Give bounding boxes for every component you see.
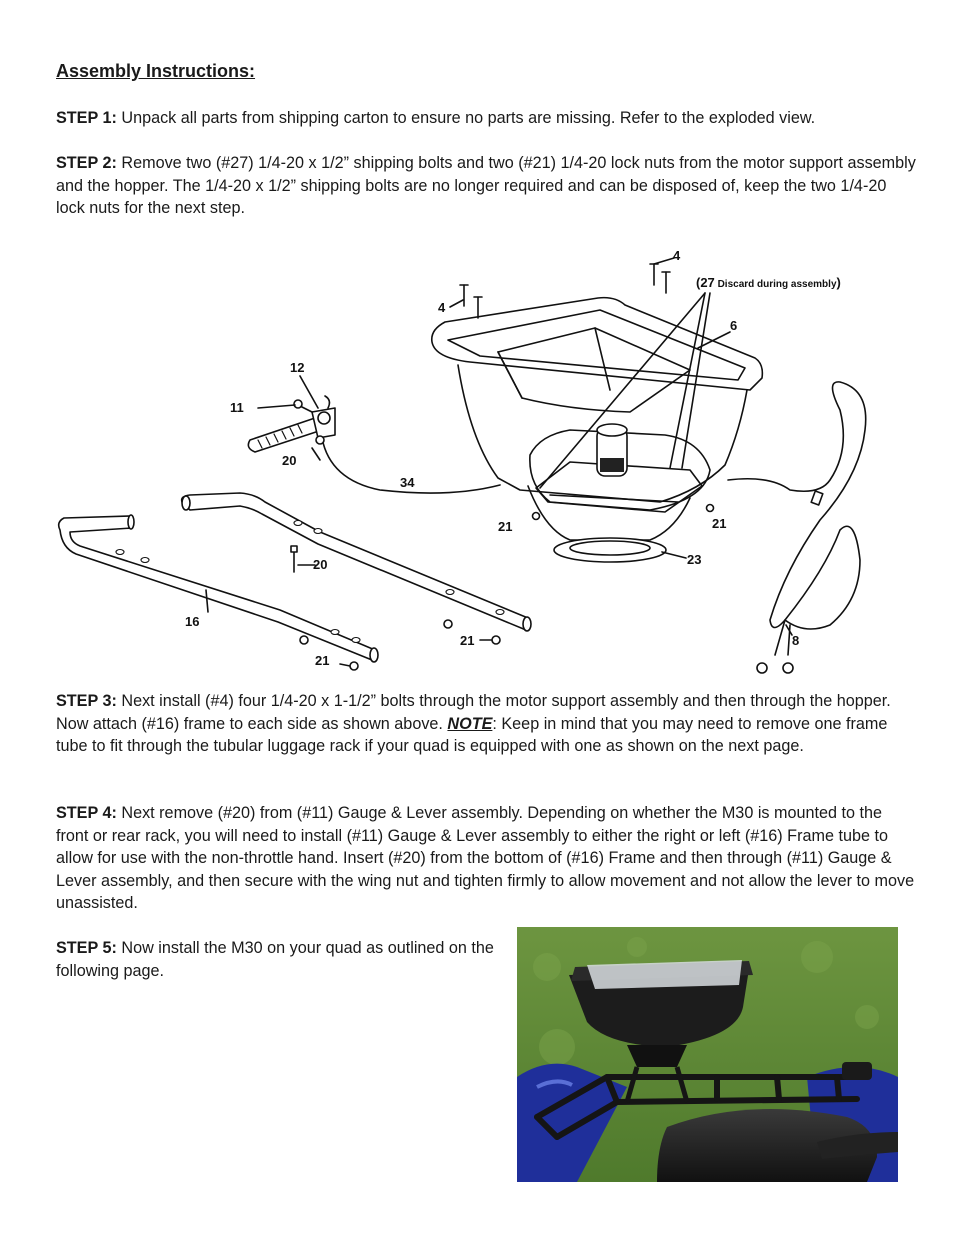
exploded-view-diagram bbox=[50, 240, 930, 680]
step-3-label: STEP 3: bbox=[56, 692, 117, 710]
callout-6: 6 bbox=[730, 318, 738, 333]
bolts-4-left bbox=[450, 285, 482, 318]
callout-8: 8 bbox=[792, 633, 800, 648]
callout-27-close: ) bbox=[836, 275, 841, 290]
callout-20-lower: 20 bbox=[313, 557, 328, 572]
hopper-funnel bbox=[528, 486, 690, 540]
quad-mounted-photo bbox=[517, 927, 898, 1182]
frame-tube-right bbox=[182, 493, 528, 630]
callout-34: 34 bbox=[400, 475, 415, 490]
callout-21-mid: 21 bbox=[460, 633, 475, 648]
step-3-note: NOTE bbox=[447, 714, 493, 733]
wiring-harness bbox=[728, 382, 866, 629]
step-5-text: Now install the M30 on your quad as outlined on the following page. bbox=[56, 939, 494, 980]
callout-12: 12 bbox=[290, 360, 305, 375]
hopper-rim bbox=[432, 298, 763, 390]
callout-27 bbox=[696, 275, 841, 290]
callout-4-right: 4 bbox=[673, 248, 681, 263]
step-4-label: STEP 4: bbox=[56, 804, 117, 822]
step-2-label: STEP 2: bbox=[56, 154, 117, 172]
step-2-text: Remove two (#27) 1/4-20 x 1/2” shipping bolts and two (#21) 1/4-20 lock nuts from the motor support assembly and the hopper. The 1/4-20 x 1/2” shipping bolts are no longer required and can be disposed of, keep the two 1/4-20 lock nuts for the next step. bbox=[56, 154, 916, 218]
step-1-text: Unpack all parts from shipping carton to ensure no parts are missing. Refer to the exploded view. bbox=[116, 109, 816, 127]
callout-27-text: Discard during assembly bbox=[714, 279, 837, 290]
exploded-view-svg bbox=[50, 240, 930, 680]
callout-4-left: 4 bbox=[438, 300, 446, 315]
callout-11: 11 bbox=[230, 400, 244, 415]
step-3-text-b: : Keep in mind that you may need to remove one frame tube to fit through the tubular luggage rack if your quad is equipped with one as shown on the next page. bbox=[56, 714, 888, 756]
step-1-label: STEP 1: bbox=[56, 109, 117, 127]
callout-27-number: (27 bbox=[696, 275, 715, 290]
step-1 bbox=[56, 107, 916, 130]
step-4 bbox=[56, 802, 916, 915]
callout-21-left: 21 bbox=[498, 519, 513, 534]
step-5 bbox=[56, 937, 501, 982]
step-3-text-a: Next install (#4) four 1/4-20 x 1-1/2” bolts through the motor support assembly and then through the hopper. Now attach (#16) frame to each side as shown above. bbox=[56, 692, 891, 733]
quad-photo-svg bbox=[517, 927, 898, 1182]
step-5-label: STEP 5: bbox=[56, 939, 117, 957]
page-title: Assembly Instructions: bbox=[56, 61, 256, 81]
callout-23: 23 bbox=[687, 552, 702, 567]
bolts-4-right bbox=[650, 258, 674, 293]
step-2 bbox=[56, 152, 916, 220]
callout-21-bottom: 21 bbox=[315, 653, 330, 668]
hopper-inner-floor bbox=[498, 328, 690, 412]
gauge-lever bbox=[248, 418, 322, 452]
hopper-inner-rim bbox=[448, 310, 745, 380]
callout-20-upper: 20 bbox=[282, 453, 297, 468]
callout-21-right: 21 bbox=[712, 516, 727, 531]
step-4-text: Next remove (#20) from (#11) Gauge & Lever assembly. Depending on whether the M30 is mounted to the front or rear rack, you will need to install (#11) Gauge & Lever assembly to either the right or left (#16) Frame tube to allow for use with the non-throttle hand. Insert (#20) from the bottom of (#16) Frame and then through (#11) Gauge & Lever assembly, and then secure with the wing nut and tighten firmly to allow movement and not allow the lever to move unassisted. bbox=[56, 804, 915, 913]
callout-16: 16 bbox=[185, 614, 200, 629]
step-3 bbox=[56, 690, 916, 758]
